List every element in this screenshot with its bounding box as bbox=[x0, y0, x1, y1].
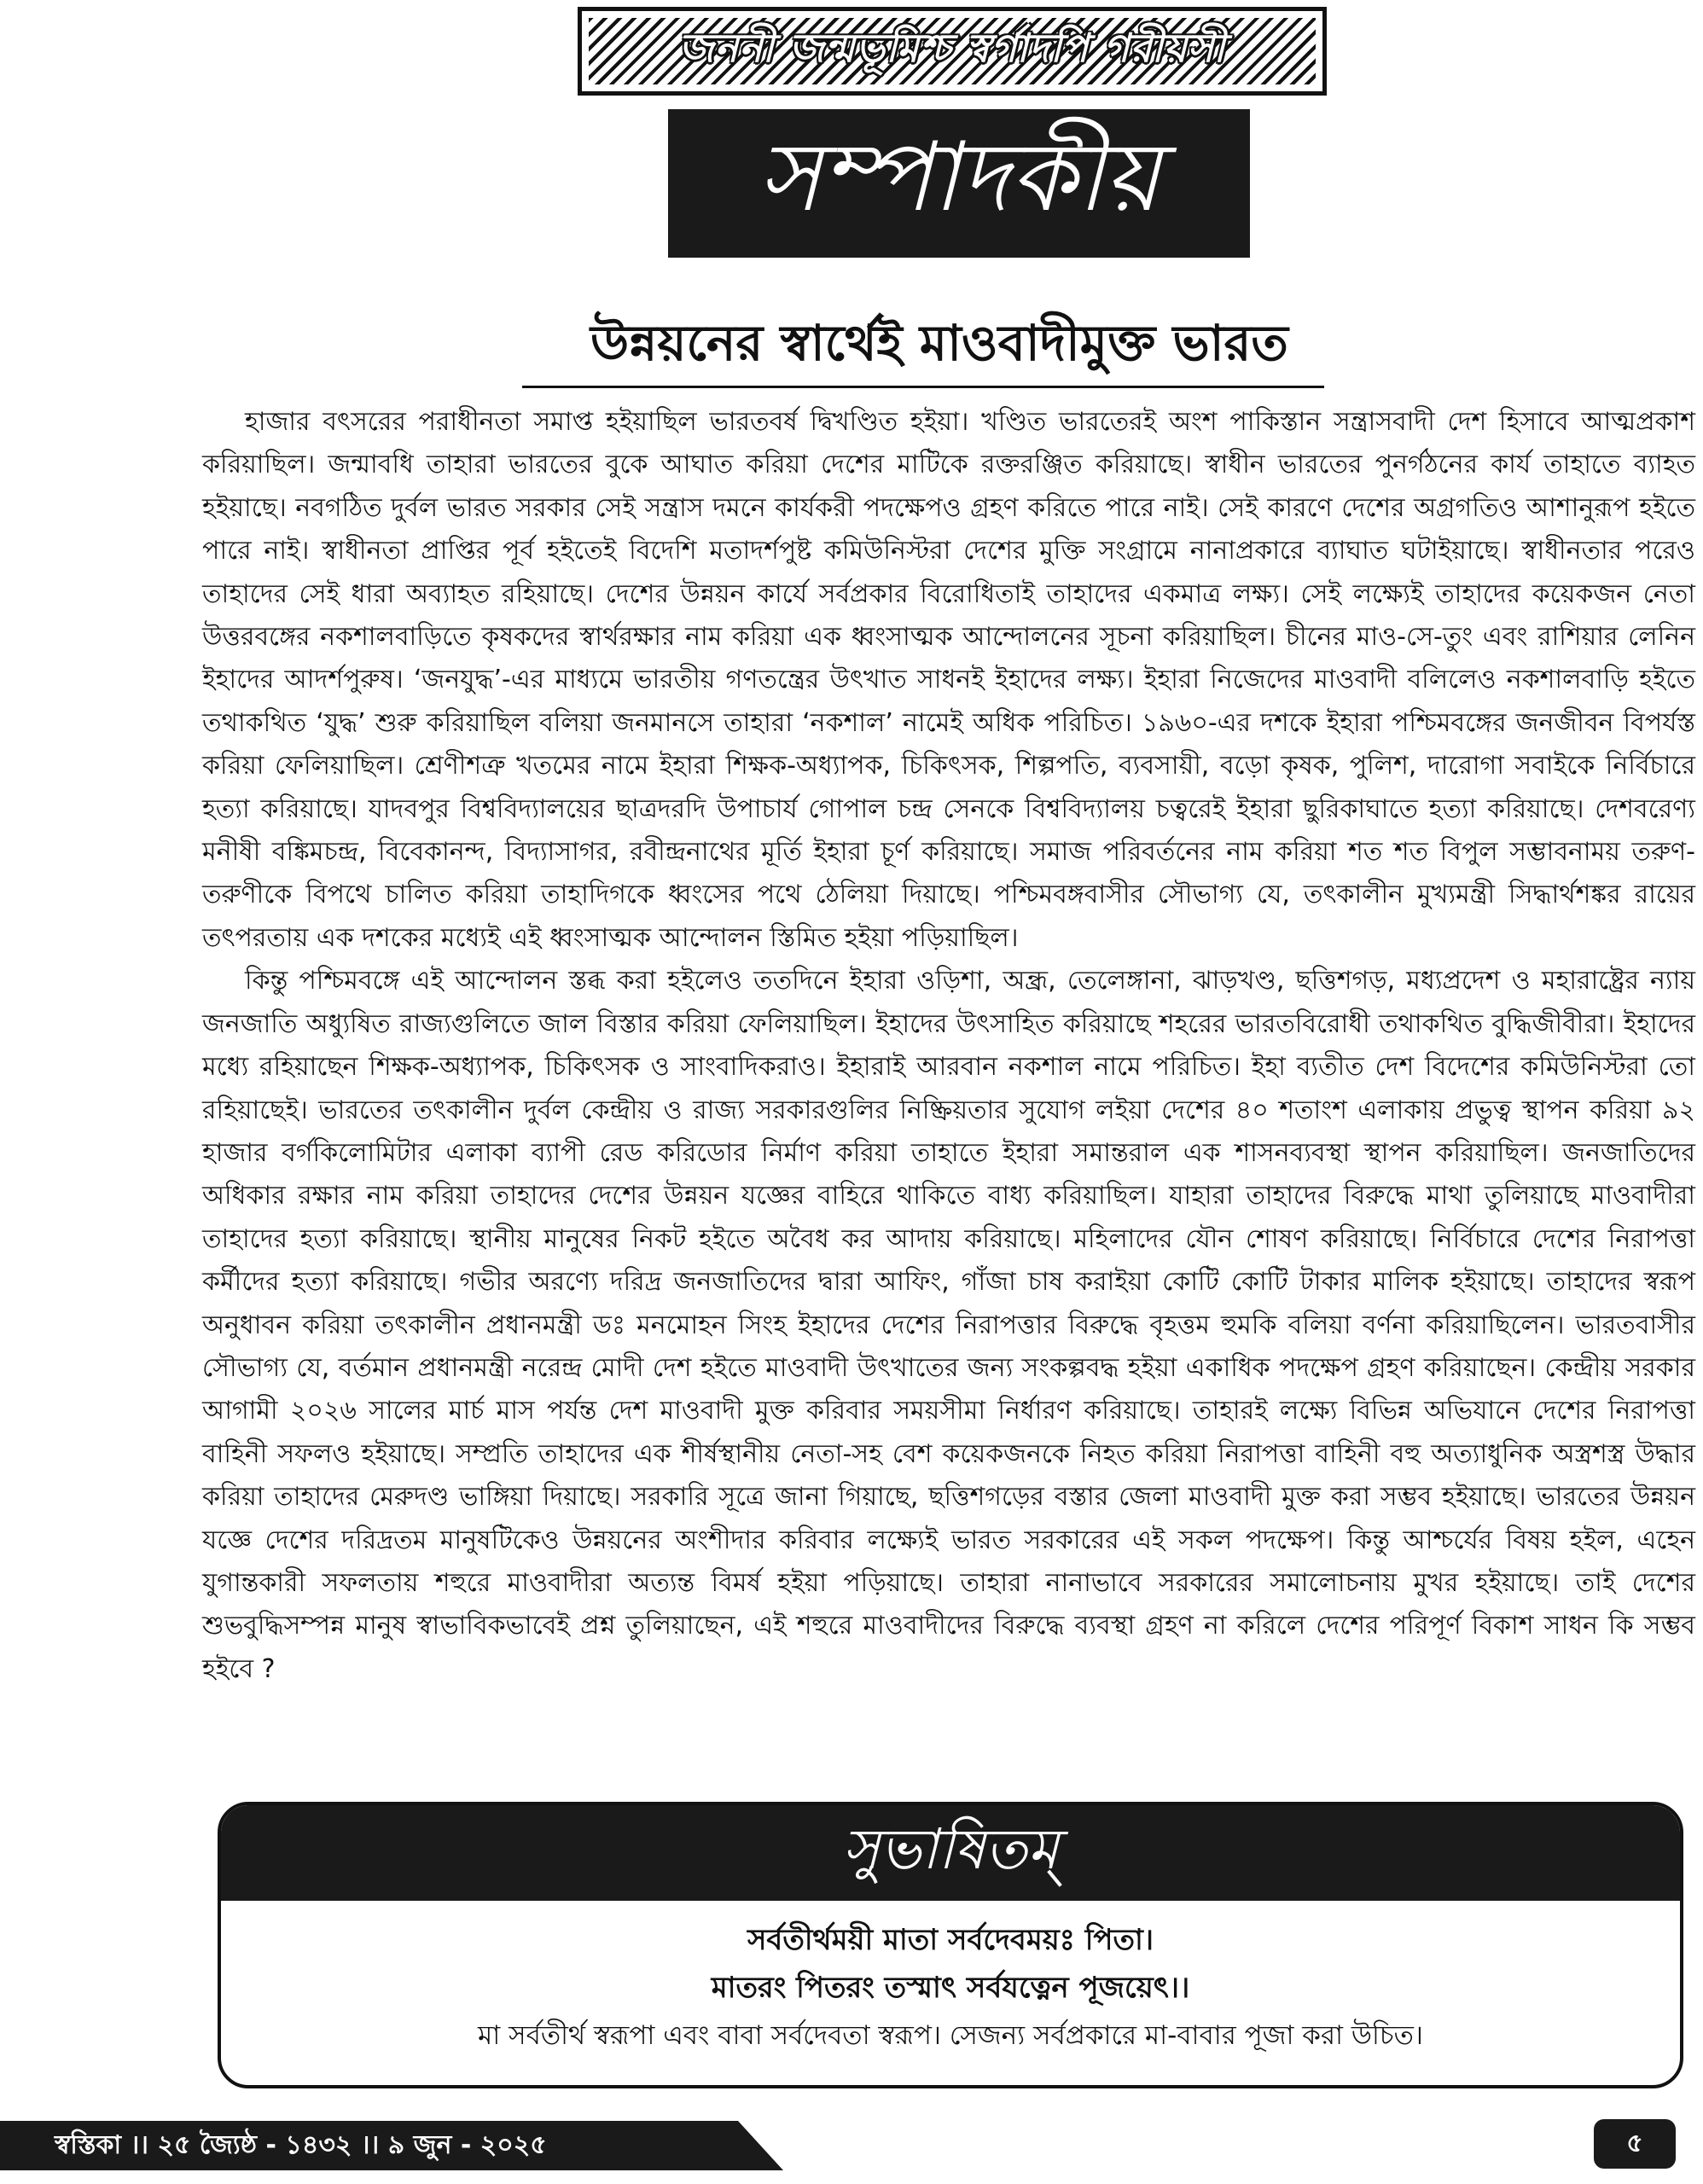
footer-publication-info: স্বস্তিকা ।। ২৫ জ্যৈষ্ঠ - ১৪৩২ ।। ৯ জুন - ২০২৫ bbox=[55, 2130, 547, 2160]
motto-hatch-background bbox=[589, 18, 1316, 84]
page-number: ৫ bbox=[1626, 2128, 1643, 2158]
article-headline: উন্নয়নের স্বার্থেই মাওবাদীমুক্ত ভারত bbox=[590, 314, 1288, 372]
motto-banner bbox=[578, 7, 1327, 96]
article-paragraph-2: কিন্তু পশ্চিমবঙ্গে এই আন্দোলন স্তব্ধ করা হইলেও ততদিনে ইহারা ওড়িশা, অন্ধ্র, তেলেঙ্গানা, ঝাড়খণ্ড, ছত্তিশগড়, মধ্যপ্রদেশ ও মহারাষ্ট্রের ন্যায় জনজাতি অধ্যুষিত রাজ্যগুলিতে জাল বিস্তার করিয়া ফেলিয়াছিল। ইহাদের উৎসাহিত করিয়াছে শহরের ভারতবিরোধী তথাকথিত বুদ্ধিজীবীরা। ইহাদের মধ্যে রহিয়াছেন শিক্ষক-অধ্যাপক, চিকিৎসক ও সাংবাদিকরাও। ইহারাই আরবান নকশাল নামে পরিচিত। ইহা ব্যতীত দেশ বিদেশের কমিউনিস্টরা তো রহিয়াছেই। ভারতের তৎকালীন দুর্বল কেন্দ্রীয় ও রাজ্য সরকারগুলির নিষ্ক্রিয়তার সুযোগ লইয়া দেশের ৪০ শতাংশ এলাকায় প্রভুত্ব স্থাপন করিয়া ৯২ হাজার বর্গকিলোমিটার এলাকা ব্যাপী রেড করিডোর নির্মাণ করিয়া তাহাতে ইহারা সমান্তরাল এক শাসনব্যবস্থা স্থাপন করিয়াছিল। জনজাতিদের অধিকার রক্ষার নাম করিয়া তাহাদের দেশের উন্নয়ন যজ্ঞের বাহিরে থাকিতে বাধ্য করিয়াছিল। যাহারা তাহাদের বিরুদ্ধে মাথা তুলিয়াছে মাওবাদীরা তাহাদের হত্যা করিয়াছে। স্থানীয় মানুষের নিকট হইতে অবৈধ কর আদায় করিয়াছে। মহিলাদের যৌন শোষণ করিয়াছে। নির্বিচারে দেশের নিরাপত্তা কর্মীদের হত্যা করিয়াছে। গভীর অরণ্যে দরিদ্র জনজাতিদের দ্বারা আফিং, গাঁজা চাষ করাইয়া কোটি কোটি টাকার মালিক হইয়াছে। তাহাদের স্বরূপ অনুধাবন করিয়া তৎকালীন প্রধানমন্ত্রী ডঃ মনমোহন সিংহ ইহাদের দেশের নিরাপত্তার বিরুদ্ধে বৃহত্তম হুমকি বলিয়া বর্ণনা করিয়াছিলেন। ভারতবাসীর সৌভাগ্য যে, বর্তমান প্রধানমন্ত্রী নরেন্দ্র মোদী দেশ হইতে মাওবাদী উৎখাতের জন্য সংকল্পবদ্ধ হইয়া একাধিক পদক্ষেপ গ্রহণ করিয়াছেন। কেন্দ্রীয় সরকার আগামী ২০২৬ সালের মার্চ মাস পর্যন্ত দেশ মাওবাদী মুক্ত করিবার সময়সীমা নির্ধারণ করিয়াছে। তাহারই লক্ষ্যে বিভিন্ন অভিযানে দেশের নিরাপত্তা বাহিনী সফলও হইয়াছে। সম্প্রতি তাহাদের এক শীর্ষস্থানীয় নেতা-সহ বেশ কয়েকজনকে নিহত করিয়া নিরাপত্তা বাহিনী বহু অত্যাধুনিক অস্ত্রশস্ত্র উদ্ধার করিয়া তাহাদের মেরুদণ্ড ভাঙ্গিয়া দিয়াছে। সরকারি সূত্রে জানা গিয়াছে, ছত্তিশগড়ের বস্তার জেলা মাওবাদী মুক্ত করা সম্ভব হইয়াছে। ভারতের উন্নয়ন যজ্ঞে দেশের দরিদ্রতম মানুষটিকেও উন্নয়নের অংশীদার করিবার লক্ষ্যেই ভারত সরকারের এই সকল পদক্ষেপ। কিন্তু আশ্চর্যের বিষয় হইল, এহেন যুগান্তকারী সফলতায় শহুরে মাওবাদীরা অত্যন্ত বিমর্ষ হইয়া পড়িয়াছে। তাহারা নানাভাবে সরকারের সমালোচনায় মুখর হইয়াছে। তাই দেশের শুভবুদ্ধিসম্পন্ন মানুষ স্বাভাবিকভাবেই প্রশ্ন তুলিয়াছেন, এই শহুরে মাওবাদীদের বিরুদ্ধে ব্যবস্থা গ্রহণ না করিলে দেশের পরিপূর্ণ বিকাশ সাধন কি সম্ভব হইবে ? bbox=[202, 966, 1695, 1684]
subhashitam-header bbox=[221, 1805, 1680, 1901]
subhashitam-box bbox=[218, 1802, 1683, 2088]
subhashitam-title: সুভাষিতম্ bbox=[842, 1816, 1059, 1882]
subhashitam-body bbox=[221, 1901, 1680, 2059]
section-title: সম্পাদকীয় bbox=[758, 121, 1160, 233]
shloka-line-1: সর্বতীর্থময়ী মাতা সর্বদেবময়ঃ পিতা। bbox=[747, 1923, 1154, 1957]
article-paragraph-1: হাজার বৎসরের পরাধীনতা সমাপ্ত হইয়াছিল ভারতবর্ষ দ্বিখণ্ডিত হইয়া। খণ্ডিত ভারতেরই অংশ পাকিস্তান সন্ত্রাসবাদী দেশ হিসাবে আত্মপ্রকাশ করিয়াছিল। জন্মাবধি তাহারা ভারতের বুকে আঘাত করিয়া দেশের মাটিকে রক্তরঞ্জিত করিয়াছে। স্বাধীন ভারতের পুনর্গঠনের কার্য তাহাতে ব্যাহত হইয়াছে। নবগঠিত দুর্বল ভারত সরকার সেই সন্ত্রাস দমনে কার্যকরী পদক্ষেপও গ্রহণ করিতে পারে নাই। সেই কারণে দেশের অগ্রগতিও আশানুরূপ হইতে পারে নাই। স্বাধীনতা প্রাপ্তির পূর্ব হইতেই বিদেশি মতাদর্শপুষ্ট কমিউনিস্টরা দেশের মুক্তি সংগ্রামে নানাপ্রকারে ব্যাঘাত ঘটাইয়াছে। স্বাধীনতার পরেও তাহাদের সেই ধারা অব্যাহত রহিয়াছে। দেশের উন্নয়ন কার্যে সর্বপ্রকার বিরোধিতাই তাহাদের একমাত্র লক্ষ্য। সেই লক্ষ্যেই তাহাদের কয়েকজন নেতা উত্তরবঙ্গের নকশালবাড়িতে কৃষকদের স্বার্থরক্ষার নাম করিয়া এক ধ্বংসাত্মক আন্দোলনের সূচনা করিয়াছিল। চীনের মাও-সে-তুং এবং রাশিয়ার লেনিন ইহাদের আদর্শপুরুষ। ‘জনযুদ্ধ’-এর মাধ্যমে ভারতীয় গণতন্ত্রের উৎখাত সাধনই ইহাদের লক্ষ্য। ইহারা নিজেদের মাওবাদী বলিলেও নকশালবাড়ি হইতে তথাকথিত ‘যুদ্ধ’ শুরু করিয়াছিল বলিয়া জনমানসে তাহারা ‘নকশাল’ নামেই অধিক পরিচিত। ১৯৬০-এর দশকে ইহারা পশ্চিমবঙ্গের জনজীবন বিপর্যস্ত করিয়া ফেলিয়াছিল। শ্রেণীশত্রু খতমের নামে ইহারা শিক্ষক-অধ্যাপক, চিকিৎসক, শিল্পপতি, ব্যবসায়ী, বড়ো কৃষক, পুলিশ, দারোগা সবাইকে নির্বিচারে হত্যা করিয়াছে। যাদবপুর বিশ্ববিদ্যালয়ের ছাত্রদরদি উপাচার্য গোপাল চন্দ্র সেনকে বিশ্ববিদ্যালয় চত্বরেই ইহারা ছুরিকাঘাতে হত্যা করিয়াছে। দেশবরেণ্য মনীষী বঙ্কিমচন্দ্র, বিবেকানন্দ, বিদ্যাসাগর, রবীন্দ্রনাথের মূর্তি ইহারা চূর্ণ করিয়াছে। সমাজ পরিবর্তনের নাম করিয়া শত শত বিপুল সম্ভাবনাময় তরুণ-তরুণীকে বিপথে চালিত করিয়া তাহাদিগকে ধ্বংসের পথে ঠেলিয়া দিয়াছে। পশ্চিমবঙ্গবাসীর সৌভাগ্য যে, তৎকালীন মুখ্যমন্ত্রী সিদ্ধার্থশঙ্কর রায়ের তৎপরতায় এক দশকের মধ্যেই এই ধ্বংসাত্মক আন্দোলন স্তিমিত হইয়া পড়িয়াছিল। bbox=[202, 407, 1695, 953]
motto-text: জননী জন্মভূমিশ্চ স্বর্গাদপি গরীয়সী bbox=[678, 25, 1226, 71]
section-title-block bbox=[668, 109, 1250, 258]
shloka-translation: মা সর্বতীর্থ স্বরূপা এবং বাবা সর্বদেবতা স্বরূপ। সেজন্য সর্বপ্রকারে মা-বাবার পূজা করা উচিত। bbox=[478, 2020, 1423, 2051]
page-number-badge bbox=[1594, 2119, 1676, 2169]
article-body bbox=[202, 401, 1695, 1691]
shloka-line-2: মাতরং পিতরং তস্মাৎ সর্বযত্নেন পূজয়েৎ।। bbox=[711, 1971, 1190, 2005]
headline-underline bbox=[522, 386, 1324, 388]
